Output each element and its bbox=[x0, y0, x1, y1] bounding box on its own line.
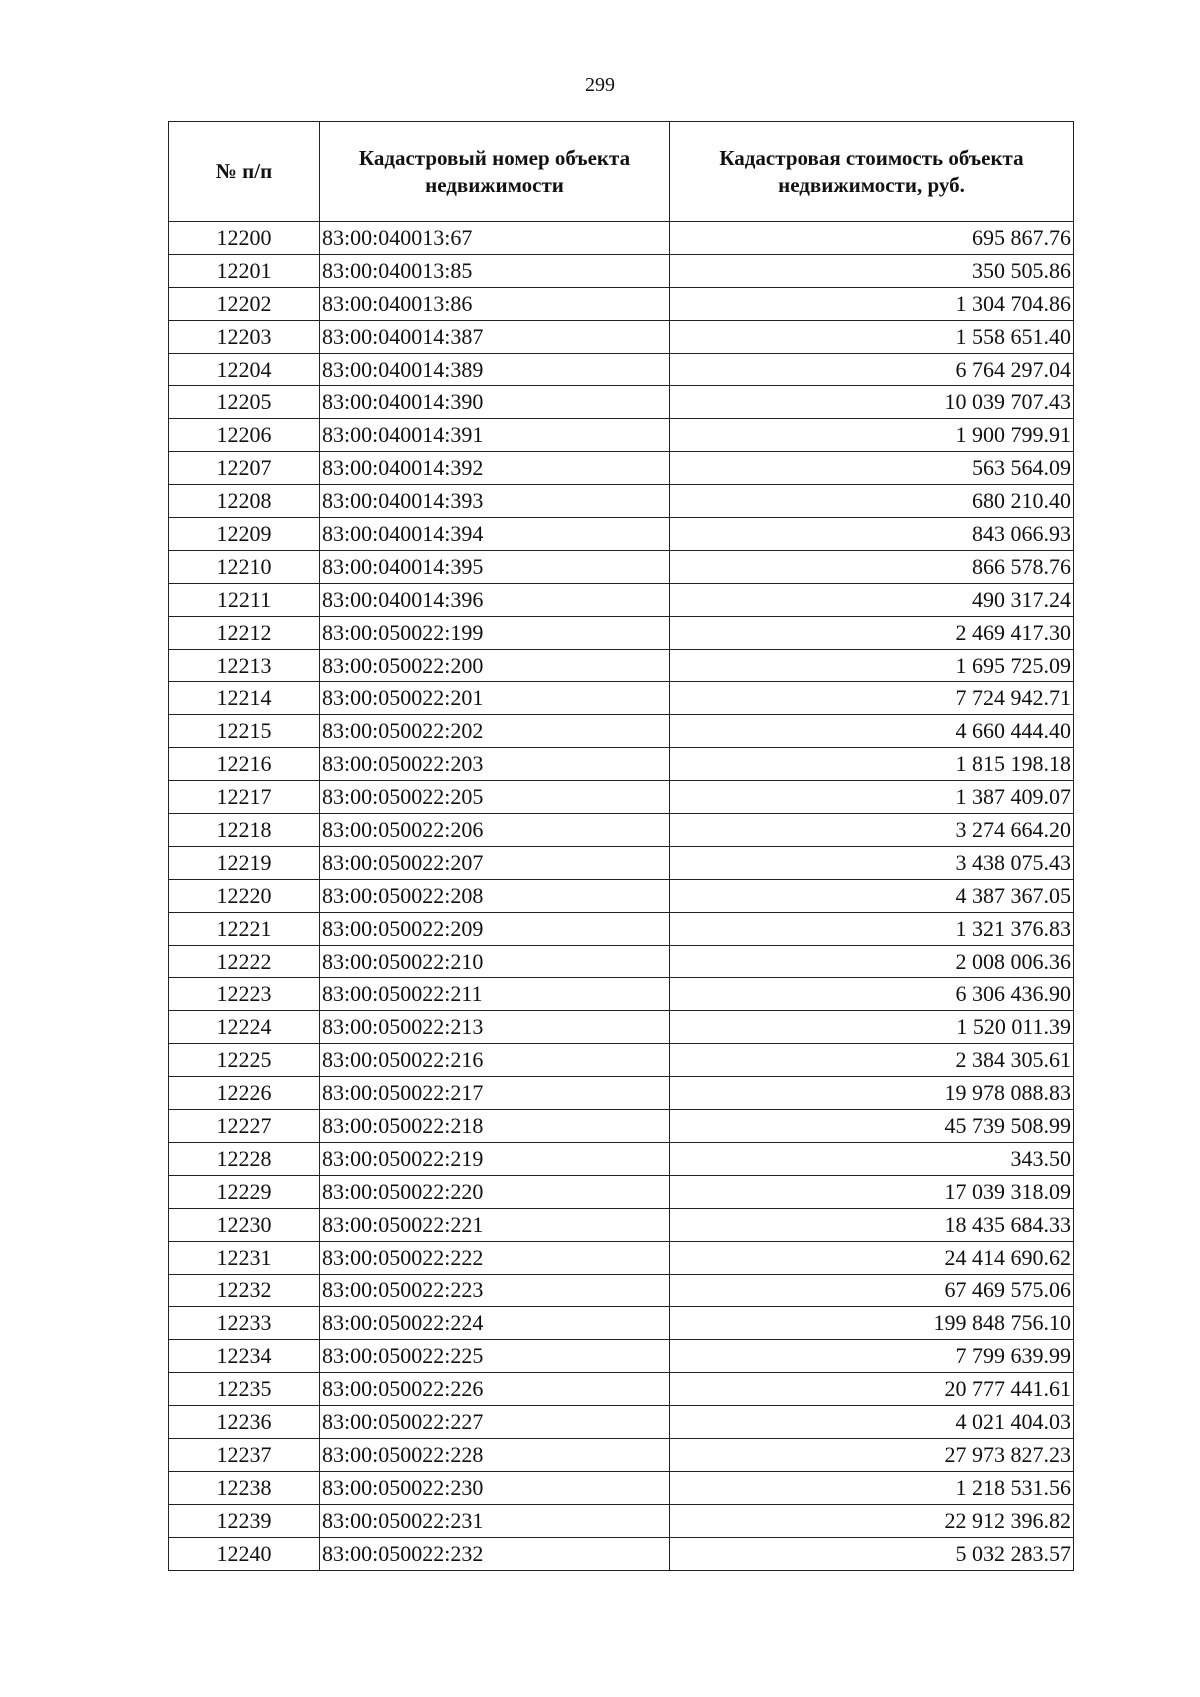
cadastral-number-cell: 83:00:040014:389 bbox=[320, 353, 670, 386]
cadastral-value-cell: 1 218 531.56 bbox=[670, 1471, 1074, 1504]
cadastral-number-cell: 83:00:050022:207 bbox=[320, 846, 670, 879]
cadastral-value-cell: 10 039 707.43 bbox=[670, 386, 1074, 419]
cadastral-value-cell: 1 520 011.39 bbox=[670, 1011, 1074, 1044]
table-row bbox=[169, 1307, 1074, 1340]
cadastral-value-cell: 3 438 075.43 bbox=[670, 846, 1074, 879]
cadastral-number-cell: 83:00:050022:211 bbox=[320, 978, 670, 1011]
cadastral-value-cell: 2 384 305.61 bbox=[670, 1044, 1074, 1077]
row-number-cell: 12222 bbox=[169, 945, 320, 978]
cadastral-value-cell: 1 387 409.07 bbox=[670, 781, 1074, 814]
table-row bbox=[169, 748, 1074, 781]
cadastral-value-cell: 4 660 444.40 bbox=[670, 715, 1074, 748]
table-row bbox=[169, 846, 1074, 879]
cadastral-number-cell: 83:00:040014:391 bbox=[320, 419, 670, 452]
cadastral-value-cell: 1 815 198.18 bbox=[670, 748, 1074, 781]
table-row bbox=[169, 320, 1074, 353]
row-number-cell: 12229 bbox=[169, 1175, 320, 1208]
table-row bbox=[169, 518, 1074, 551]
cadastral-value-cell: 5 032 283.57 bbox=[670, 1537, 1074, 1570]
cadastral-value-cell: 1 695 725.09 bbox=[670, 649, 1074, 682]
table-row bbox=[169, 1175, 1074, 1208]
cadastral-number-cell: 83:00:050022:230 bbox=[320, 1471, 670, 1504]
cadastral-value-cell: 2 469 417.30 bbox=[670, 616, 1074, 649]
table-row bbox=[169, 945, 1074, 978]
cadastral-value-cell: 1 900 799.91 bbox=[670, 419, 1074, 452]
table-row bbox=[169, 978, 1074, 1011]
cadastral-number-cell: 83:00:050022:220 bbox=[320, 1175, 670, 1208]
cadastral-value-cell: 67 469 575.06 bbox=[670, 1274, 1074, 1307]
table-row bbox=[169, 419, 1074, 452]
row-number-cell: 12238 bbox=[169, 1471, 320, 1504]
row-number-cell: 12221 bbox=[169, 912, 320, 945]
cadastral-value-cell: 350 505.86 bbox=[670, 254, 1074, 287]
cadastral-value-cell: 1 558 651.40 bbox=[670, 320, 1074, 353]
table-row bbox=[169, 682, 1074, 715]
row-number-cell: 12200 bbox=[169, 222, 320, 255]
cadastral-number-cell: 83:00:040014:387 bbox=[320, 320, 670, 353]
row-number-cell: 12209 bbox=[169, 518, 320, 551]
cadastral-number-cell: 83:00:050022:226 bbox=[320, 1373, 670, 1406]
cadastral-number-cell: 83:00:040013:67 bbox=[320, 222, 670, 255]
row-number-cell: 12239 bbox=[169, 1504, 320, 1537]
table-row bbox=[169, 715, 1074, 748]
table-row bbox=[169, 583, 1074, 616]
cadastral-value-cell: 2 008 006.36 bbox=[670, 945, 1074, 978]
row-number-cell: 12201 bbox=[169, 254, 320, 287]
cadastral-number-cell: 83:00:050022:222 bbox=[320, 1241, 670, 1274]
cadastral-number-cell: 83:00:050022:221 bbox=[320, 1208, 670, 1241]
table-row bbox=[169, 1044, 1074, 1077]
table-row bbox=[169, 386, 1074, 419]
row-number-cell: 12207 bbox=[169, 452, 320, 485]
row-number-cell: 12219 bbox=[169, 846, 320, 879]
cadastral-number-cell: 83:00:040013:85 bbox=[320, 254, 670, 287]
cadastral-value-cell: 3 274 664.20 bbox=[670, 814, 1074, 847]
cadastral-value-cell: 563 564.09 bbox=[670, 452, 1074, 485]
cadastral-number-cell: 83:00:050022:213 bbox=[320, 1011, 670, 1044]
cadastral-number-cell: 83:00:050022:218 bbox=[320, 1110, 670, 1143]
table-body bbox=[169, 222, 1074, 1571]
cadastral-number-cell: 83:00:050022:227 bbox=[320, 1406, 670, 1439]
row-number-cell: 12233 bbox=[169, 1307, 320, 1340]
table-row bbox=[169, 287, 1074, 320]
cadastral-number-cell: 83:00:040014:392 bbox=[320, 452, 670, 485]
cadastral-number-cell: 83:00:050022:223 bbox=[320, 1274, 670, 1307]
row-number-cell: 12226 bbox=[169, 1077, 320, 1110]
table-row bbox=[169, 1340, 1074, 1373]
cadastral-value-cell: 680 210.40 bbox=[670, 485, 1074, 518]
table-row bbox=[169, 353, 1074, 386]
cadastral-number-cell: 83:00:050022:209 bbox=[320, 912, 670, 945]
row-number-cell: 12223 bbox=[169, 978, 320, 1011]
cadastral-value-cell: 7 724 942.71 bbox=[670, 682, 1074, 715]
table-row bbox=[169, 550, 1074, 583]
row-number-cell: 12214 bbox=[169, 682, 320, 715]
cadastral-value-cell: 4 387 367.05 bbox=[670, 879, 1074, 912]
table-row bbox=[169, 781, 1074, 814]
table-row bbox=[169, 1504, 1074, 1537]
cadastral-value-cell: 7 799 639.99 bbox=[670, 1340, 1074, 1373]
cadastral-value-cell: 17 039 318.09 bbox=[670, 1175, 1074, 1208]
cadastral-value-cell: 19 978 088.83 bbox=[670, 1077, 1074, 1110]
cadastral-value-cell: 1 321 376.83 bbox=[670, 912, 1074, 945]
cadastral-number-cell: 83:00:040014:395 bbox=[320, 550, 670, 583]
cadastral-number-cell: 83:00:050022:231 bbox=[320, 1504, 670, 1537]
row-number-cell: 12213 bbox=[169, 649, 320, 682]
cadastral-number-cell: 83:00:050022:228 bbox=[320, 1438, 670, 1471]
table-row bbox=[169, 1110, 1074, 1143]
table-row bbox=[169, 1274, 1074, 1307]
cadastral-value-cell: 45 739 508.99 bbox=[670, 1110, 1074, 1143]
row-number-cell: 12204 bbox=[169, 353, 320, 386]
table-row bbox=[169, 1208, 1074, 1241]
row-number-cell: 12206 bbox=[169, 419, 320, 452]
table-row bbox=[169, 649, 1074, 682]
header-cadastral-value: Кадастровая стоимость объекта недвижимости, руб. bbox=[670, 122, 1074, 222]
cadastral-value-cell: 343.50 bbox=[670, 1142, 1074, 1175]
row-number-cell: 12228 bbox=[169, 1142, 320, 1175]
cadastral-value-table bbox=[168, 121, 1074, 1571]
row-number-cell: 12230 bbox=[169, 1208, 320, 1241]
cadastral-number-cell: 83:00:050022:217 bbox=[320, 1077, 670, 1110]
row-number-cell: 12227 bbox=[169, 1110, 320, 1143]
header-row-number: № п/п bbox=[169, 122, 320, 222]
page-number: 299 bbox=[585, 74, 615, 96]
cadastral-value-cell: 1 304 704.86 bbox=[670, 287, 1074, 320]
table-row bbox=[169, 1406, 1074, 1439]
cadastral-number-cell: 83:00:040014:393 bbox=[320, 485, 670, 518]
cadastral-number-cell: 83:00:050022:219 bbox=[320, 1142, 670, 1175]
row-number-cell: 12224 bbox=[169, 1011, 320, 1044]
cadastral-number-cell: 83:00:050022:216 bbox=[320, 1044, 670, 1077]
table-row bbox=[169, 254, 1074, 287]
row-number-cell: 12240 bbox=[169, 1537, 320, 1570]
cadastral-value-cell: 22 912 396.82 bbox=[670, 1504, 1074, 1537]
cadastral-number-cell: 83:00:050022:208 bbox=[320, 879, 670, 912]
table-row bbox=[169, 1471, 1074, 1504]
cadastral-value-cell: 6 764 297.04 bbox=[670, 353, 1074, 386]
cadastral-value-cell: 4 021 404.03 bbox=[670, 1406, 1074, 1439]
table-row bbox=[169, 222, 1074, 255]
row-number-cell: 12237 bbox=[169, 1438, 320, 1471]
row-number-cell: 12218 bbox=[169, 814, 320, 847]
row-number-cell: 12225 bbox=[169, 1044, 320, 1077]
row-number-cell: 12216 bbox=[169, 748, 320, 781]
table-row bbox=[169, 912, 1074, 945]
row-number-cell: 12232 bbox=[169, 1274, 320, 1307]
cadastral-number-cell: 83:00:050022:206 bbox=[320, 814, 670, 847]
cadastral-value-cell: 6 306 436.90 bbox=[670, 978, 1074, 1011]
header-cadastral-number: Кадастровый номер объекта недвижимости bbox=[320, 122, 670, 222]
row-number-cell: 12217 bbox=[169, 781, 320, 814]
cadastral-number-cell: 83:00:050022:201 bbox=[320, 682, 670, 715]
table-row bbox=[169, 1438, 1074, 1471]
row-number-cell: 12210 bbox=[169, 550, 320, 583]
cadastral-value-cell: 866 578.76 bbox=[670, 550, 1074, 583]
row-number-cell: 12235 bbox=[169, 1373, 320, 1406]
cadastral-value-cell: 20 777 441.61 bbox=[670, 1373, 1074, 1406]
table-row bbox=[169, 1142, 1074, 1175]
cadastral-number-cell: 83:00:050022:203 bbox=[320, 748, 670, 781]
table-row bbox=[169, 485, 1074, 518]
table-row bbox=[169, 879, 1074, 912]
cadastral-number-cell: 83:00:040014:396 bbox=[320, 583, 670, 616]
row-number-cell: 12205 bbox=[169, 386, 320, 419]
cadastral-value-cell: 27 973 827.23 bbox=[670, 1438, 1074, 1471]
cadastral-number-cell: 83:00:050022:200 bbox=[320, 649, 670, 682]
row-number-cell: 12231 bbox=[169, 1241, 320, 1274]
cadastral-number-cell: 83:00:050022:224 bbox=[320, 1307, 670, 1340]
cadastral-value-cell: 490 317.24 bbox=[670, 583, 1074, 616]
table-header-row bbox=[169, 122, 1074, 222]
cadastral-number-cell: 83:00:050022:202 bbox=[320, 715, 670, 748]
cadastral-number-cell: 83:00:050022:205 bbox=[320, 781, 670, 814]
table-row bbox=[169, 1537, 1074, 1570]
row-number-cell: 12202 bbox=[169, 287, 320, 320]
cadastral-number-cell: 83:00:040013:86 bbox=[320, 287, 670, 320]
cadastral-value-cell: 843 066.93 bbox=[670, 518, 1074, 551]
table-row bbox=[169, 616, 1074, 649]
table-row bbox=[169, 1077, 1074, 1110]
table-row bbox=[169, 1011, 1074, 1044]
cadastral-value-cell: 24 414 690.62 bbox=[670, 1241, 1074, 1274]
row-number-cell: 12234 bbox=[169, 1340, 320, 1373]
row-number-cell: 12211 bbox=[169, 583, 320, 616]
row-number-cell: 12203 bbox=[169, 320, 320, 353]
row-number-cell: 12220 bbox=[169, 879, 320, 912]
table-row bbox=[169, 1241, 1074, 1274]
row-number-cell: 12212 bbox=[169, 616, 320, 649]
row-number-cell: 12215 bbox=[169, 715, 320, 748]
cadastral-value-cell: 199 848 756.10 bbox=[670, 1307, 1074, 1340]
cadastral-number-cell: 83:00:040014:394 bbox=[320, 518, 670, 551]
table-row bbox=[169, 814, 1074, 847]
cadastral-number-cell: 83:00:050022:232 bbox=[320, 1537, 670, 1570]
row-number-cell: 12208 bbox=[169, 485, 320, 518]
table-row bbox=[169, 452, 1074, 485]
cadastral-number-cell: 83:00:050022:199 bbox=[320, 616, 670, 649]
cadastral-value-cell: 695 867.76 bbox=[670, 222, 1074, 255]
cadastral-value-cell: 18 435 684.33 bbox=[670, 1208, 1074, 1241]
table-row bbox=[169, 1373, 1074, 1406]
cadastral-number-cell: 83:00:050022:210 bbox=[320, 945, 670, 978]
row-number-cell: 12236 bbox=[169, 1406, 320, 1439]
cadastral-number-cell: 83:00:050022:225 bbox=[320, 1340, 670, 1373]
cadastral-number-cell: 83:00:040014:390 bbox=[320, 386, 670, 419]
